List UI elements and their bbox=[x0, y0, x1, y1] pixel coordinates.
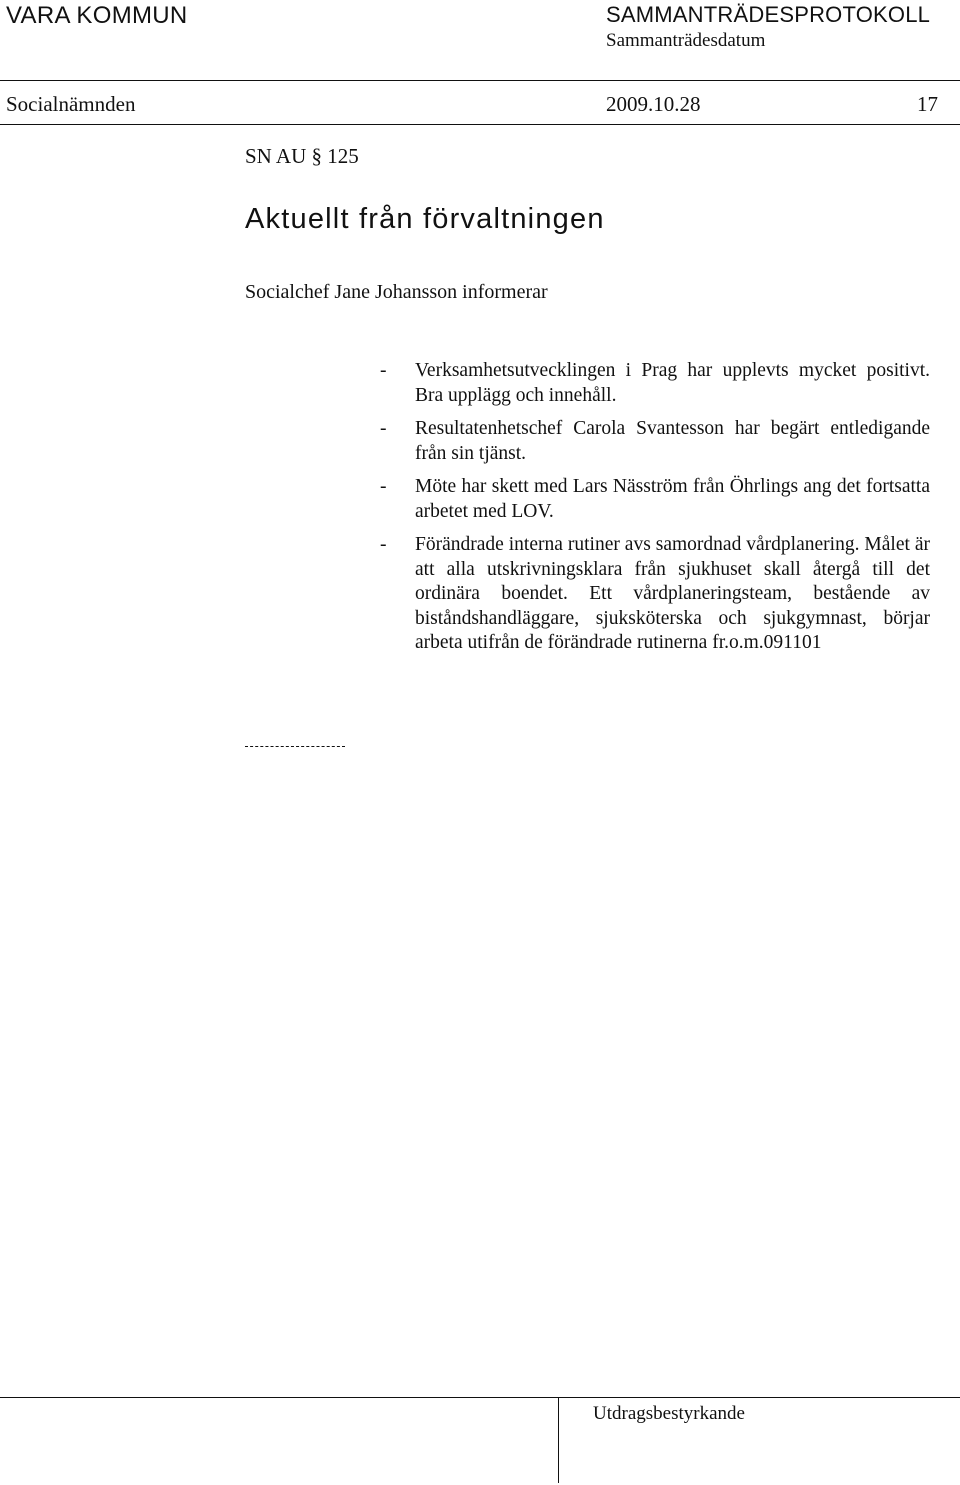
list-item bbox=[380, 417, 930, 466]
list-dash: - bbox=[380, 476, 387, 497]
page-number: 17 bbox=[917, 92, 938, 116]
list-item bbox=[380, 533, 930, 656]
section-intro: Socialchef Jane Johansson informerar bbox=[245, 281, 548, 303]
list-dash: - bbox=[380, 360, 387, 381]
meeting-date: 2009.10.28 bbox=[606, 92, 701, 116]
information-list bbox=[380, 359, 930, 665]
document-type: SAMMANTRÄDESPROTOKOLL bbox=[606, 2, 931, 27]
header-rule-bottom bbox=[0, 124, 960, 125]
section-title: Aktuellt från förvaltningen bbox=[245, 203, 605, 235]
list-item-text: Resultatenhetschef Carola Svantesson har begärt entledigande från sin tjänst. bbox=[415, 418, 930, 464]
signature-blank-line bbox=[245, 746, 345, 747]
footer-divider bbox=[558, 1397, 559, 1483]
footer-rule bbox=[0, 1397, 960, 1398]
section-id: SN AU § 125 bbox=[245, 144, 359, 168]
certification-label: Utdragsbestyrkande bbox=[593, 1403, 745, 1424]
organization-name: VARA KOMMUN bbox=[6, 2, 188, 29]
list-item bbox=[380, 475, 930, 524]
committee-name: Socialnämnden bbox=[6, 92, 136, 116]
list-dash: - bbox=[380, 418, 387, 439]
list-dash: - bbox=[380, 534, 387, 555]
list-item-text: Förändrade interna rutiner avs samordnad vårdplanering. Målet är att alla utskrivningsklara från sjukhuset skall återgå till det ordinära boendet. Ett vårdplaneringsteam, bestående av biståndshandläggare, sjuksköterska och sjukgymnast, börjar arbeta utifrån de förändrade rutinerna fr.o.m.091101 bbox=[415, 534, 930, 653]
list-item bbox=[380, 359, 930, 408]
date-label: Sammanträdesdatum bbox=[606, 30, 766, 51]
list-item-text: Möte har skett med Lars Näsström från Öhrlings ang det fortsatta arbetet med LOV. bbox=[415, 476, 930, 522]
list-item-text: Verksamhetsutvecklingen i Prag har upplevts mycket positivt. Bra upplägg och innehåll. bbox=[415, 360, 930, 406]
header-rule-top bbox=[0, 80, 960, 81]
